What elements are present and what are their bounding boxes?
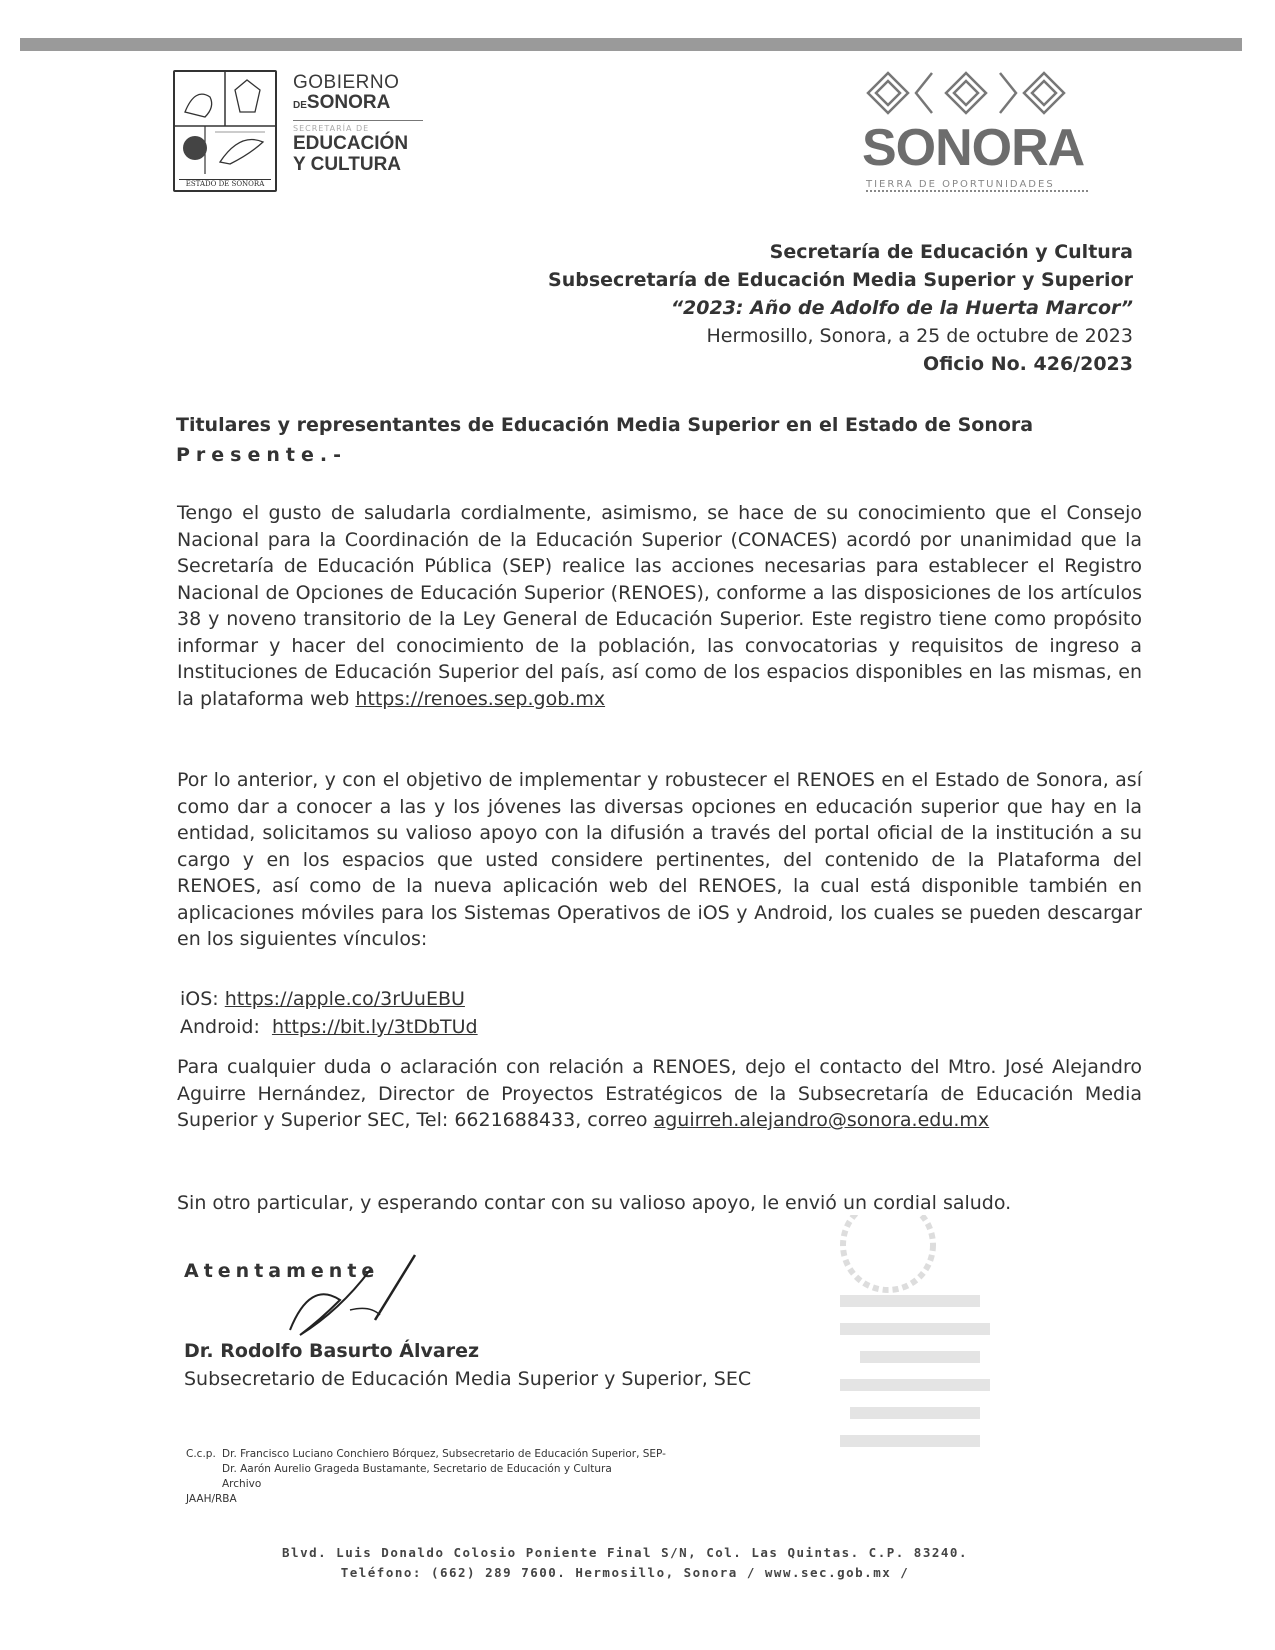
sonora-wordmark: SONORA <box>862 119 1085 177</box>
coat-of-arms-icon <box>175 72 275 190</box>
footer-line-2: Teléfono: (662) 289 7600. Hermosillo, Sonora / www.sec.gob.mx / <box>340 1565 910 1580</box>
heading-place-date: Hermosillo, Sonora, a 25 de octubre de 2023 <box>706 325 1133 347</box>
signer-role: Subsecretario de Educación Media Superior y Superior, SEC <box>184 1368 752 1390</box>
cc-line-4: JAAH/RBA <box>186 1493 237 1505</box>
android-link-row <box>180 1013 478 1041</box>
logo-divider <box>293 120 423 121</box>
signature-icon <box>280 1250 440 1350</box>
carbon-copy-list <box>186 1447 666 1507</box>
cc-line-2: Dr. Aarón Aurelio Grageda Bustamante, Secretario de Educación y Cultura <box>222 1463 612 1475</box>
paragraph-3 <box>177 1054 1142 1134</box>
signer-name: Dr. Rodolfo Basurto Álvarez <box>184 1340 480 1362</box>
top-bar <box>20 38 1242 51</box>
sonora-brand-logo <box>860 65 1100 195</box>
educacion-label: EDUCACIÓN <box>293 133 409 154</box>
coat-of-arms-logo <box>173 70 277 192</box>
y-cultura-label: Y CULTURA <box>293 154 402 175</box>
ios-link-row <box>180 985 478 1013</box>
android-link[interactable]: https://bit.ly/3tDbTUd <box>271 1016 478 1038</box>
footer-address <box>250 1543 1000 1583</box>
de-sonora-label: DESONORA <box>293 92 391 113</box>
letter-heading <box>548 238 1133 378</box>
sonora-pattern-icon <box>860 65 1100 120</box>
footer-line-1: Blvd. Luis Donaldo Colosio Poniente Final S/N, Col. Las Quintas. C.P. 83240. <box>282 1545 968 1560</box>
paragraph-4: Sin otro particular, y esperando contar con su valioso apoyo, le envió un cordial saludo. <box>177 1192 1012 1214</box>
cc-label: C.c.p. <box>186 1448 216 1460</box>
renoes-link[interactable]: https://renoes.sep.gob.mx <box>355 687 606 710</box>
paragraph-2: Por lo anterior, y con el objetivo de implementar y robustecer el RENOES en el Estado de Sonora, así como dar a conocer a las y los jóvenes las diversas opciones en educación superior que hay en la entidad, solicitamos su valioso apoyo con la difusión a través del portal oficial de la institución a su cargo y en los espacios que usted considere pertinentes, del contenido de la Plataforma del RENOES, así como de la nueva aplicación web del RENOES, la cual está disponible también en aplicaciones móviles para los Sistemas Operativos de iOS y Android, los cuales se pueden descargar en los siguientes vínculos: <box>177 769 1142 950</box>
ios-link[interactable]: https://apple.co/3rUuEBU <box>224 988 465 1010</box>
gobierno-label: GOBIERNO <box>293 72 400 93</box>
official-stamp-icon <box>840 1215 1040 1515</box>
cc-line-3: Archivo <box>222 1478 262 1490</box>
addressee: Titulares y representantes de Educación Media Superior en el Estado de Sonora <box>176 414 1034 436</box>
heading-year-motto: “2023: Año de Adolfo de la Huerta Marcor” <box>670 297 1133 319</box>
contact-email-link[interactable]: aguirreh.alejandro@sonora.edu.mx <box>653 1109 990 1131</box>
heading-secretaria: Secretaría de Educación y Cultura <box>769 241 1133 263</box>
presente: Presente.- <box>176 444 347 466</box>
atentamente: Atentamente <box>184 1260 380 1282</box>
heading-subsecretaria: Subsecretaría de Educación Media Superior y Superior <box>548 269 1133 291</box>
paragraph-1 <box>177 500 1142 712</box>
android-label: Android: <box>180 1016 260 1038</box>
shield-caption: ESTADO DE SONORA <box>179 179 271 188</box>
government-logo-text <box>293 72 433 175</box>
ios-label: iOS: <box>180 988 219 1010</box>
paragraph-1-text: Tengo el gusto de saludarla cordialmente, asimismo, se hace de su conocimiento que el Consejo Nacional para la Coordinación de la Educación Superior (CONACES) acordó por unanimidad que la Secretaría de Educación Pública (SEP) realice las acciones necesarias para establecer el Registro Nacional de Opciones de Educación Superior (RENOES), conforme a las disposiciones de los artículos 38 y noveno transitorio de la Ley General de Educación Superior. Este registro tiene como propósito informar y hacer del conocimiento de la población, las convocatorias y requisitos de ingreso a Instituciones de Educación Superior del país, así como de los espacios disponibles en las mismas, en la plataforma web <box>177 502 1142 710</box>
paragraph-3-text: Para cualquier duda o aclaración con relación a RENOES, dejo el contacto del Mtro. José Alejandro Aguirre Hernández, Director de Proyectos Estratégicos de la Subsecretaría de Educación Media Superior y Superior SEC, Tel: 6621688433, correo <box>177 1056 1142 1131</box>
heading-oficio-number: Oficio No. 426/2023 <box>923 353 1133 375</box>
cc-line-1: C.c.p. Dr. Francisco Luciano Conchiero Bórquez, Subsecretario de Educación Superior, SEP- <box>186 1448 666 1460</box>
app-links <box>180 985 478 1041</box>
sonora-tagline: TIERRA DE OPORTUNIDADES <box>866 179 1088 192</box>
secretaria-faint-label: SECRETARÍA DE <box>293 124 370 133</box>
